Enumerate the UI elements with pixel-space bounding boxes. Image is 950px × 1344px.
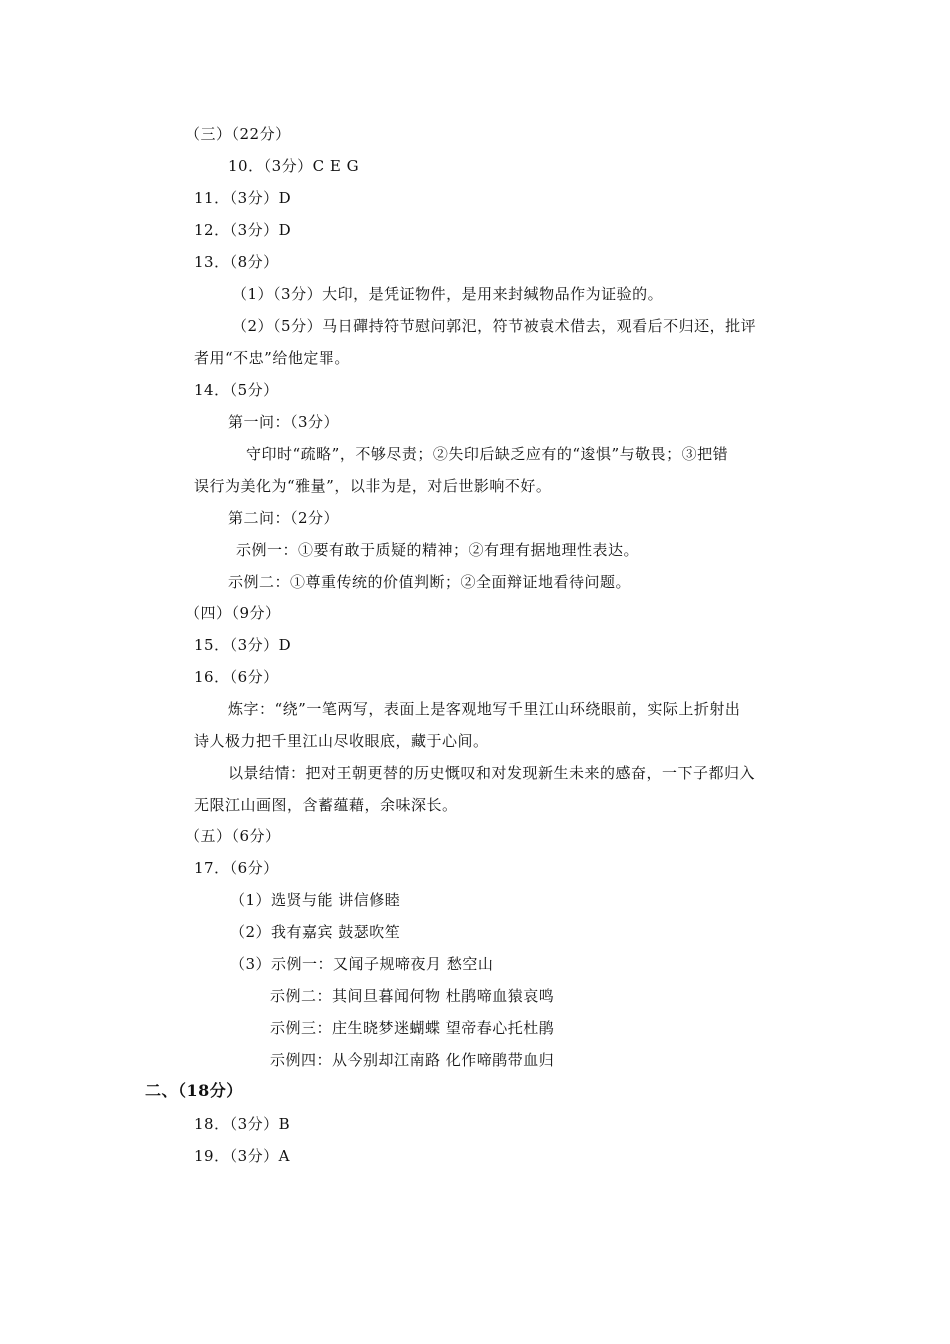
answer-13-part-2-cont: 者用“不忠”给他定罪。: [194, 349, 350, 367]
answer-14-q2: 第二问：（2分）: [228, 509, 340, 527]
part-two-heading: 二、（18分）: [145, 1081, 243, 1100]
answer-16-scene-emotion-cont: 无限江山画图，含蓄蕴藉，余味深长。: [194, 796, 458, 814]
answer-13-part-1: （1）（3分）大印，是凭证物件，是用来封缄物品作为证验的。: [232, 285, 664, 303]
answer-14-q2-example-2: 示例二：①尊重传统的价值判断；②全面辩证地看待问题。: [228, 573, 632, 591]
answer-13-part-2: （2）（5分）马日磾持符节慰问郭汜，符节被袁术借去，观看后不归还，批评: [232, 317, 757, 335]
answer-14-q2-example-1: 示例一：①要有敢于质疑的精神；②有理有据地理性表达。: [236, 541, 640, 559]
answer-16-word-choice: 炼字：“绕”一笔两写，表面上是客观地写千里江山环绕眼前，实际上折射出: [228, 700, 741, 718]
answer-17-part-3-example-4: 示例四：从今别却江南路 化作啼鹃带血归: [270, 1051, 555, 1069]
answer-17-part-3-example-2: 示例二：其间旦暮闻何物 杜鹃啼血猿哀鸣: [270, 987, 555, 1005]
answer-17: 17．（6分）: [194, 859, 279, 877]
section-heading-5: （五）（6分）: [185, 827, 281, 845]
answer-14: 14．（5分）: [194, 381, 279, 399]
answer-13: 13．（8分）: [194, 253, 279, 271]
answer-17-part-1: （1）选贤与能 讲信修睦: [230, 891, 401, 909]
answer-14-q1: 第一问：（3分）: [228, 413, 340, 431]
answer-17-part-2: （2）我有嘉宾 鼓瑟吹笙: [230, 923, 401, 941]
answer-16: 16．（6分）: [194, 668, 279, 686]
answer-16-word-choice-cont: 诗人极力把千里江山尽收眼底，藏于心间。: [194, 732, 489, 750]
answer-12: 12．（3分）D: [194, 221, 292, 239]
answer-11: 11．（3分）D: [194, 189, 292, 207]
answer-17-part-3-example-1: （3）示例一：又闻子规啼夜月 愁空山: [230, 955, 494, 973]
answer-10: 10．（3分）C E G: [228, 157, 360, 175]
answer-16-scene-emotion: 以景结情：把对王朝更替的历史慨叹和对发现新生未来的感奋，一下子都归入: [228, 764, 756, 782]
answer-14-q1-body-cont: 误行为美化为“雅量”，以非为是，对后世影响不好。: [194, 477, 552, 495]
answer-18: 18．（3分）B: [194, 1115, 291, 1133]
answer-17-part-3-example-3: 示例三：庄生晓梦迷蝴蝶 望帝春心托杜鹃: [270, 1019, 555, 1037]
answer-14-q1-body: 守印时“疏略”，不够尽责；②失印后缺乏应有的“逡惧”与敬畏；③把错: [246, 445, 729, 463]
section-heading-3: （三）（22分）: [185, 125, 291, 143]
answer-15: 15．（3分）D: [194, 636, 292, 654]
answer-19: 19．（3分）A: [194, 1147, 290, 1165]
section-heading-4: （四）（9分）: [185, 604, 281, 622]
